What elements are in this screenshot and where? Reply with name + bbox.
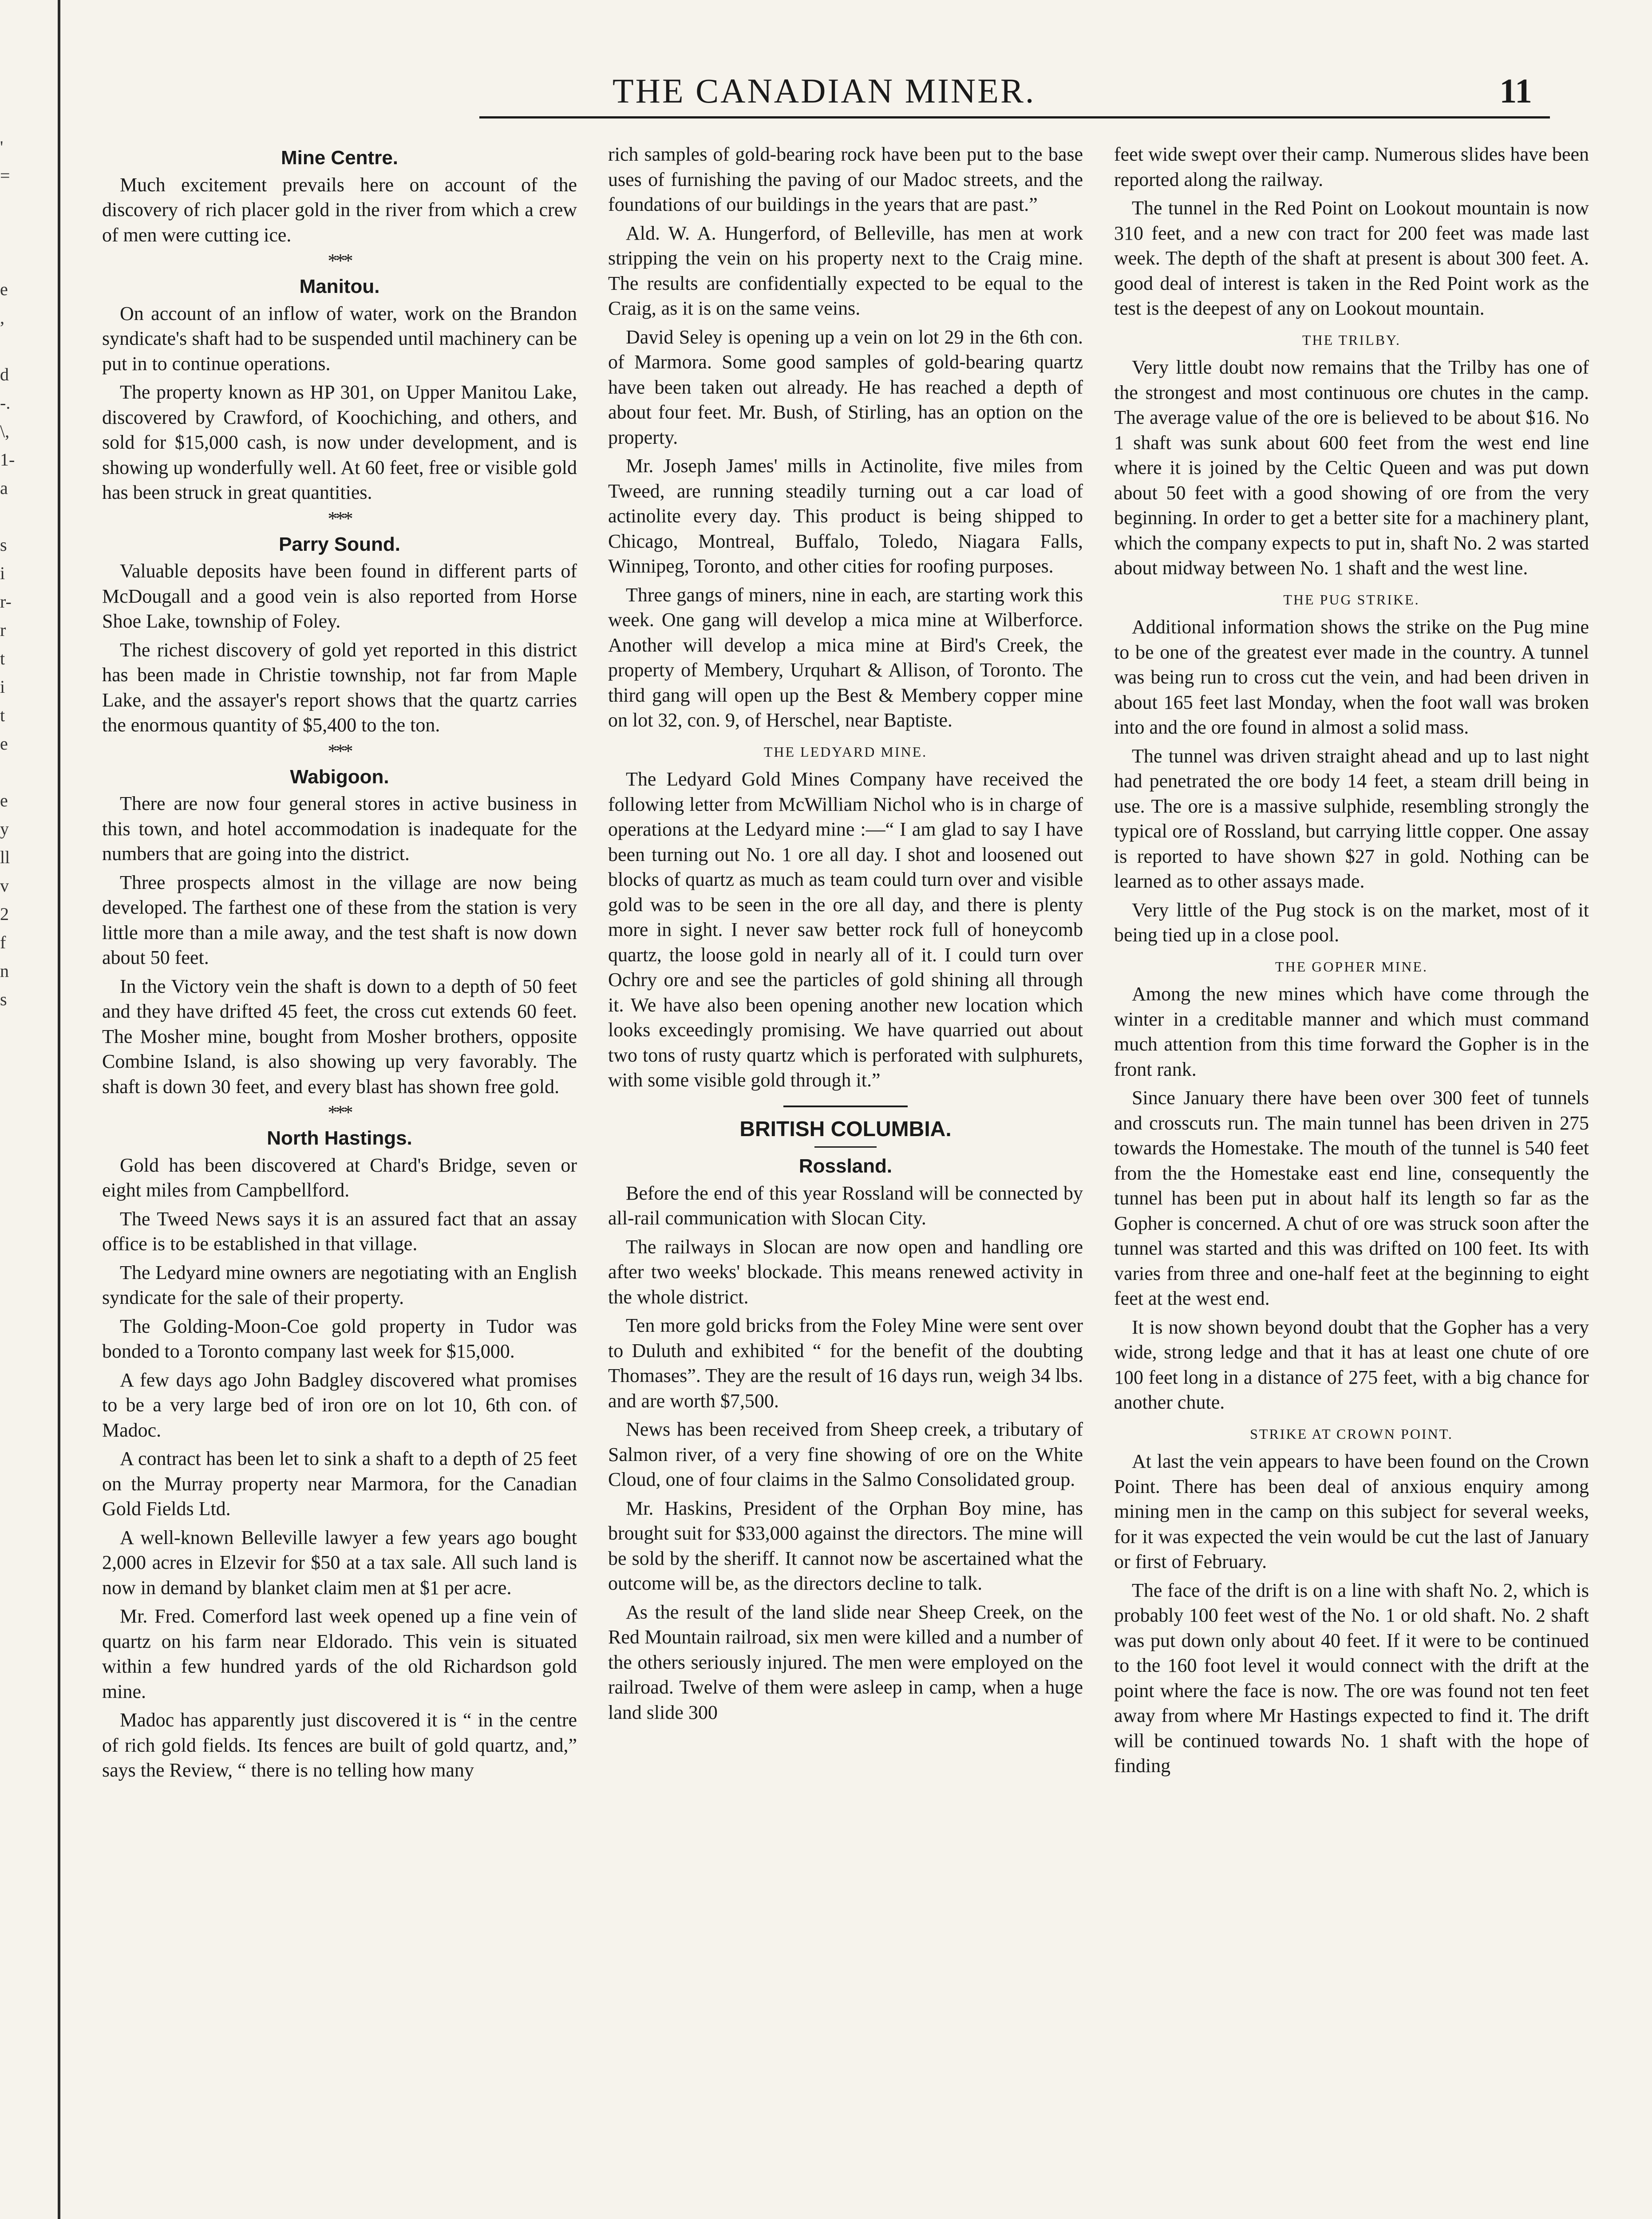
margin-fragment: y bbox=[0, 819, 9, 839]
article-paragraph: Three gangs of miners, nine in each, are starting work this week. One gang will develop a mica mine at Wilberforce. Another will develop a mica mine at Bird's Creek, the property of Membery, Urquhart & Allison, of Toronto. The third gang will open up the Best & Membery copper mine on lot 32, con. 9, of Herschel, near Baptiste. bbox=[608, 584, 1083, 731]
article-paragraph: The Ledyard mine owners are negotiating with an English syndicate for the sale of their property. bbox=[102, 1261, 577, 1308]
article-paragraph: Among the new mines which have come through the winter in a creditable manner and which must command much attention from this time forward the Gopher is in the front rank. bbox=[1114, 983, 1589, 1080]
section-heading: Rossland. bbox=[798, 1155, 893, 1177]
binding-edge bbox=[58, 0, 60, 2219]
margin-fragment: e bbox=[0, 734, 8, 754]
section-heading: Parry Sound. bbox=[279, 533, 400, 555]
margin-fragment: 2 bbox=[0, 904, 9, 924]
subsection-heading: THE PUG STRIKE. bbox=[1283, 591, 1420, 608]
asterism-divider: * * * bbox=[328, 250, 352, 272]
adjacent-page-fragments bbox=[0, 133, 20, 1014]
article-paragraph: The face of the drift is on a line with shaft No. 2, which is probably 100 feet west of the No. 1 or old shaft. No. 2 shaft was put down only about 40 feet. If it were to be continued to the 160 foot level it would connect with the drift at the point where the face is now. The ore was found not ten feet away from where Mr Hastings expected to find it. The drift will be continued towards No. 1 shaft with the hope of finding bbox=[1114, 1579, 1589, 1777]
article-paragraph: The tunnel was driven straight ahead and up to last night had penetrated the ore body 14 feet, a steam drill being in use. The ore is a massive sulphide, resembling strongly the typical ore of Rossland, but carrying little copper. One assay is reported to have shown $27 in gold. Nothing can be learned as to other assays made. bbox=[1114, 745, 1589, 892]
subsection-heading: THE GOPHER MINE. bbox=[1275, 958, 1428, 975]
article-paragraph: Very little doubt now remains that the Trilby has one of the strongest and most continuous ore chutes in the camp. The average value of the ore is believed to be about $16. No 1 shaft was sunk about 600 feet from the west end line where it is joined by the Celtic Queen and was put down about 50 feet with a good showing of ore from the very beginning. In order to get a better site for a machinery plant, which the company expects to put in, shaft No. 2 was started about midway between No. 1 shaft and the west line. bbox=[1114, 356, 1589, 579]
section-rule bbox=[783, 1106, 908, 1107]
margin-fragment: i bbox=[0, 563, 5, 583]
margin-fragment: , bbox=[0, 308, 4, 328]
article-paragraph: As the result of the land slide near Sheep Creek, on the Red Mountain railroad, six men were killed and a number of the others seriously injured. The men were employed on the railroad. Twelve of them were asleep in camp, when a huge land slide 300 bbox=[608, 1601, 1083, 1723]
margin-fragment: -. bbox=[0, 393, 11, 413]
margin-fragment: r bbox=[0, 620, 6, 640]
running-header bbox=[479, 67, 1550, 120]
margin-fragment bbox=[0, 247, 20, 275]
article-paragraph: It is now shown beyond doubt that the Gopher has a very wide, strong ledge and that it has at least one chute of ore 100 feet long in a distance of 275 feet, with a big chance for another chute. bbox=[1114, 1316, 1589, 1413]
margin-fragment: 1- bbox=[0, 450, 15, 470]
article-paragraph: At last the vein appears to have been found on the Crown Point. There has been deal of anxious enquiry among mining men in the camp on this subject for several weeks, for it was expected the vein would be cut the last of January or first of February. bbox=[1114, 1450, 1589, 1572]
margin-fragment: e bbox=[0, 279, 8, 299]
article-paragraph: The Ledyard Gold Mines Company have received the following letter from McWilliam Nichol who is in charge of operations at the Ledyard mine :—“ I am glad to say I have been turning out No. 1 ore all day. I shot and loosened out blocks of quartz as much as team could turn over and visible gold was to be seen in the ore all day, and there is plenty more in sight. I never saw better rock full of honeycomb quartz, the loose gold in nearly all of it. I could turn over Ochry ore and see the particles of gold shining all through it. We have also been opening another new location which looks exceedingly promising. We have quarried out about two tons of rusty quartz which is perforated with sulphurets, with some visible gold through it.” bbox=[608, 768, 1083, 1091]
section-heading: Mine Centre. bbox=[281, 147, 399, 169]
margin-fragment: t bbox=[0, 648, 5, 668]
margin-fragment: r- bbox=[0, 592, 12, 612]
article-paragraph: There are now four general stores in active business in this town, and hotel accommodation is inadequate for the numbers that are going into the district. bbox=[102, 793, 577, 865]
margin-fragment: \, bbox=[0, 421, 10, 441]
region-heading: BRITISH COLUMBIA. bbox=[739, 1117, 952, 1141]
margin-fragment: v bbox=[0, 876, 9, 896]
article-paragraph: Valuable deposits have been found in different parts of McDougall and a good vein is also reported from Horse Shoe Lake, township of Foley. bbox=[102, 560, 577, 632]
margin-fragment bbox=[0, 758, 20, 786]
article-paragraph: feet wide swept over their camp. Numerous slides have been reported along the railway. bbox=[1114, 143, 1589, 190]
publication-title: THE CANADIAN MINER. bbox=[613, 71, 1036, 110]
margin-fragment: f bbox=[0, 932, 6, 952]
article-paragraph: News has been received from Sheep creek, a tributary of Salmon river, of a very fine showing of ore on the White Cloud, one of four claims in the Salmo Consolidated group. bbox=[608, 1418, 1083, 1490]
article-columns bbox=[102, 142, 1593, 2219]
article-paragraph: Before the end of this year Rossland will be connected by all-rail communication with Slocan City. bbox=[608, 1182, 1083, 1229]
column-2 bbox=[608, 142, 1083, 2219]
article-paragraph: Mr. Haskins, President of the Orphan Boy mine, has brought suit for $33,000 against the directors. The mine will be sold by the sheriff. It cannot now be ascertained what the outcome will be, as the directors decline to talk. bbox=[608, 1497, 1083, 1594]
article-paragraph: A contract has been let to sink a shaft to a depth of 25 feet on the Murray property near Marmora, for the Canadian Gold Fields Ltd. bbox=[102, 1448, 577, 1520]
article-paragraph: Additional information shows the strike on the Pug mine to be one of the greatest ever made in the country. A tunnel was being run to cross cut the vein, and had been driven in about 165 feet last Monday, when the foot wall was broken into and the ore found in almost a solid mass. bbox=[1114, 616, 1589, 738]
article-paragraph: In the Victory vein the shaft is down to a depth of 50 feet and they have drifted 45 feet, the cross cut extends 60 feet. The Mosher mine, bought from Mosher brothers, opposite Combine Island, is also showing up very favorably. The shaft is down 30 feet, and every blast has shown free gold. bbox=[102, 975, 577, 1098]
article-paragraph: The railways in Slocan are now open and handling ore after two weeks' blockade. This means renewed activity in the whole district. bbox=[608, 1236, 1083, 1308]
column-1 bbox=[102, 142, 577, 2219]
article-paragraph: Mr. Fred. Comerford last week opened up a fine vein of quartz on his farm near Eldorado. This vein is situated within a few hundred yards of the old Richardson gold mine. bbox=[102, 1605, 577, 1702]
margin-fragment: n bbox=[0, 961, 9, 981]
article-paragraph: Ald. W. A. Hungerford, of Belleville, has men at work stripping the vein on his property next to the Craig mine. The results are confidentially expected to be equal to the Craig, as it is on the same veins. bbox=[608, 222, 1083, 319]
margin-fragment bbox=[0, 190, 20, 218]
article-paragraph: The property known as HP 301, on Upper Manitou Lake, discovered by Crawford, of Koochiching, and others, and sold for $15,000 cash, is now under development, and is showing up wonderfully well. At 60 feet, free or visible gold has been struck in great quantities. bbox=[102, 381, 577, 503]
article-paragraph: Gold has been discovered at Chard's Bridge, seven or eight miles from Campbellford. bbox=[102, 1154, 577, 1201]
article-paragraph: Three prospects almost in the village are now being developed. The farthest one of these from the station is very little more than a mile away, and the test shaft is now down about 50 feet. bbox=[102, 871, 577, 968]
asterism-divider: * * * bbox=[328, 1102, 352, 1123]
article-paragraph: rich samples of gold-bearing rock have been put to the base uses of furnishing the paving of our Madoc streets, and the foundations of our buildings in the years that are past.” bbox=[608, 143, 1083, 215]
page-number: 11 bbox=[1499, 71, 1532, 110]
margin-fragment bbox=[0, 218, 20, 247]
asterism-divider: * * * bbox=[328, 507, 352, 529]
section-heading: Manitou. bbox=[299, 276, 380, 297]
margin-fragment: i bbox=[0, 677, 5, 697]
article-paragraph: Mr. Joseph James' mills in Actinolite, five miles from Tweed, are running steadily turning out a car load of actinolite every day. This product is being shipped to Chicago, Montreal, Buffalo, Toledo, Niagara Falls, Winnipeg, Toronto, and other cities for roofing purposes. bbox=[608, 455, 1083, 577]
subsection-heading: THE LEDYARD MINE. bbox=[763, 743, 928, 760]
margin-fragment: = bbox=[0, 166, 10, 186]
margin-fragment: t bbox=[0, 705, 5, 725]
subsection-heading: THE TRILBY. bbox=[1302, 332, 1401, 348]
margin-fragment: a bbox=[0, 478, 8, 498]
section-rule bbox=[814, 1146, 877, 1148]
article-paragraph: Madoc has apparently just discovered it is “ in the centre of rich gold fields. Its fences are built of gold quartz, and,” says the Review, “ there is no telling how many bbox=[102, 1709, 577, 1781]
article-paragraph: Much excitement prevails here on account of the discovery of rich placer gold in the river from which a crew of men were cutting ice. bbox=[102, 174, 577, 246]
column-3 bbox=[1114, 142, 1589, 2219]
margin-fragment bbox=[0, 502, 20, 531]
article-paragraph: The richest discovery of gold yet reported in this district has been made in Christie township, not far from Maple Lake, and the assayer's report shows that the quartz carries the enormous quantity of $5,400 to the ton. bbox=[102, 639, 577, 736]
margin-fragment: s bbox=[0, 989, 7, 1009]
article-paragraph: Since January there have been over 300 feet of tunnels and crosscuts run. The main tunnel has been driven in 275 towards the Homestake. The mouth of the tunnel is 540 feet from the the Homestake east end line, consequently the tunnel has been put in about half its length so far as the Gopher is concerned. A chut of ore was struck soon after the tunnel was started and this was drifted on 100 feet. Its with varies from three and one-half feet at the beginning to eight feet at the west end. bbox=[1114, 1087, 1589, 1309]
article-paragraph: A well-known Belleville lawyer a few years ago bought 2,000 acres in Elzevir for $50 at a tax sale. All such land is now in demand by blanket claim men at $1 per acre. bbox=[102, 1526, 577, 1599]
margin-fragment: d bbox=[0, 364, 9, 384]
article-paragraph: The tunnel in the Red Point on Lookout mountain is now 310 feet, and a new con tract for 200 feet was made last week. The depth of the shaft at present is about 300 feet. A. good deal of interest is taken in the Red Point work as the test is the deepest of any on Lookout mountain. bbox=[1114, 197, 1589, 319]
margin-fragment: s bbox=[0, 535, 7, 555]
margin-fragment bbox=[0, 332, 20, 360]
article-paragraph: Very little of the Pug stock is on the market, most of it being tied up in a close pool. bbox=[1114, 899, 1589, 946]
margin-fragment: ' bbox=[0, 137, 4, 157]
section-heading: North Hastings. bbox=[267, 1127, 412, 1149]
margin-fragment: e bbox=[0, 790, 8, 810]
header-rule bbox=[479, 116, 1550, 118]
article-paragraph: The Golding-Moon-Coe gold property in Tudor was bonded to a Toronto company last week for $15,000. bbox=[102, 1315, 577, 1362]
article-paragraph: A few days ago John Badgley discovered what promises to be a very large bed of iron ore on lot 10, 6th con. of Madoc. bbox=[102, 1369, 577, 1441]
article-paragraph: The Tweed News says it is an assured fact that an assay office is to be established in that village. bbox=[102, 1208, 577, 1255]
article-paragraph: Ten more gold bricks from the Foley Mine were sent over to Duluth and exhibited “ for the benefit of the doubting Thomases”. They are the result of 16 days run, weigh 34 lbs. and are worth $7,500. bbox=[608, 1315, 1083, 1412]
section-heading: Wabigoon. bbox=[290, 766, 389, 788]
asterism-divider: * * * bbox=[328, 740, 352, 762]
margin-fragment: ll bbox=[0, 847, 10, 867]
article-paragraph: On account of an inflow of water, work on the Brandon syndicate's shaft had to be suspended until machinery can be put in to continue operations. bbox=[102, 302, 577, 375]
subsection-heading: STRIKE AT CROWN POINT. bbox=[1250, 1425, 1453, 1442]
article-paragraph: David Seley is opening up a vein on lot 29 in the 6th con. of Marmora. Some good samples of gold-bearing quartz have been taken out already. He has reached a depth of about four feet. Mr. Bush, of Stirling, has an option on the property. bbox=[608, 326, 1083, 448]
